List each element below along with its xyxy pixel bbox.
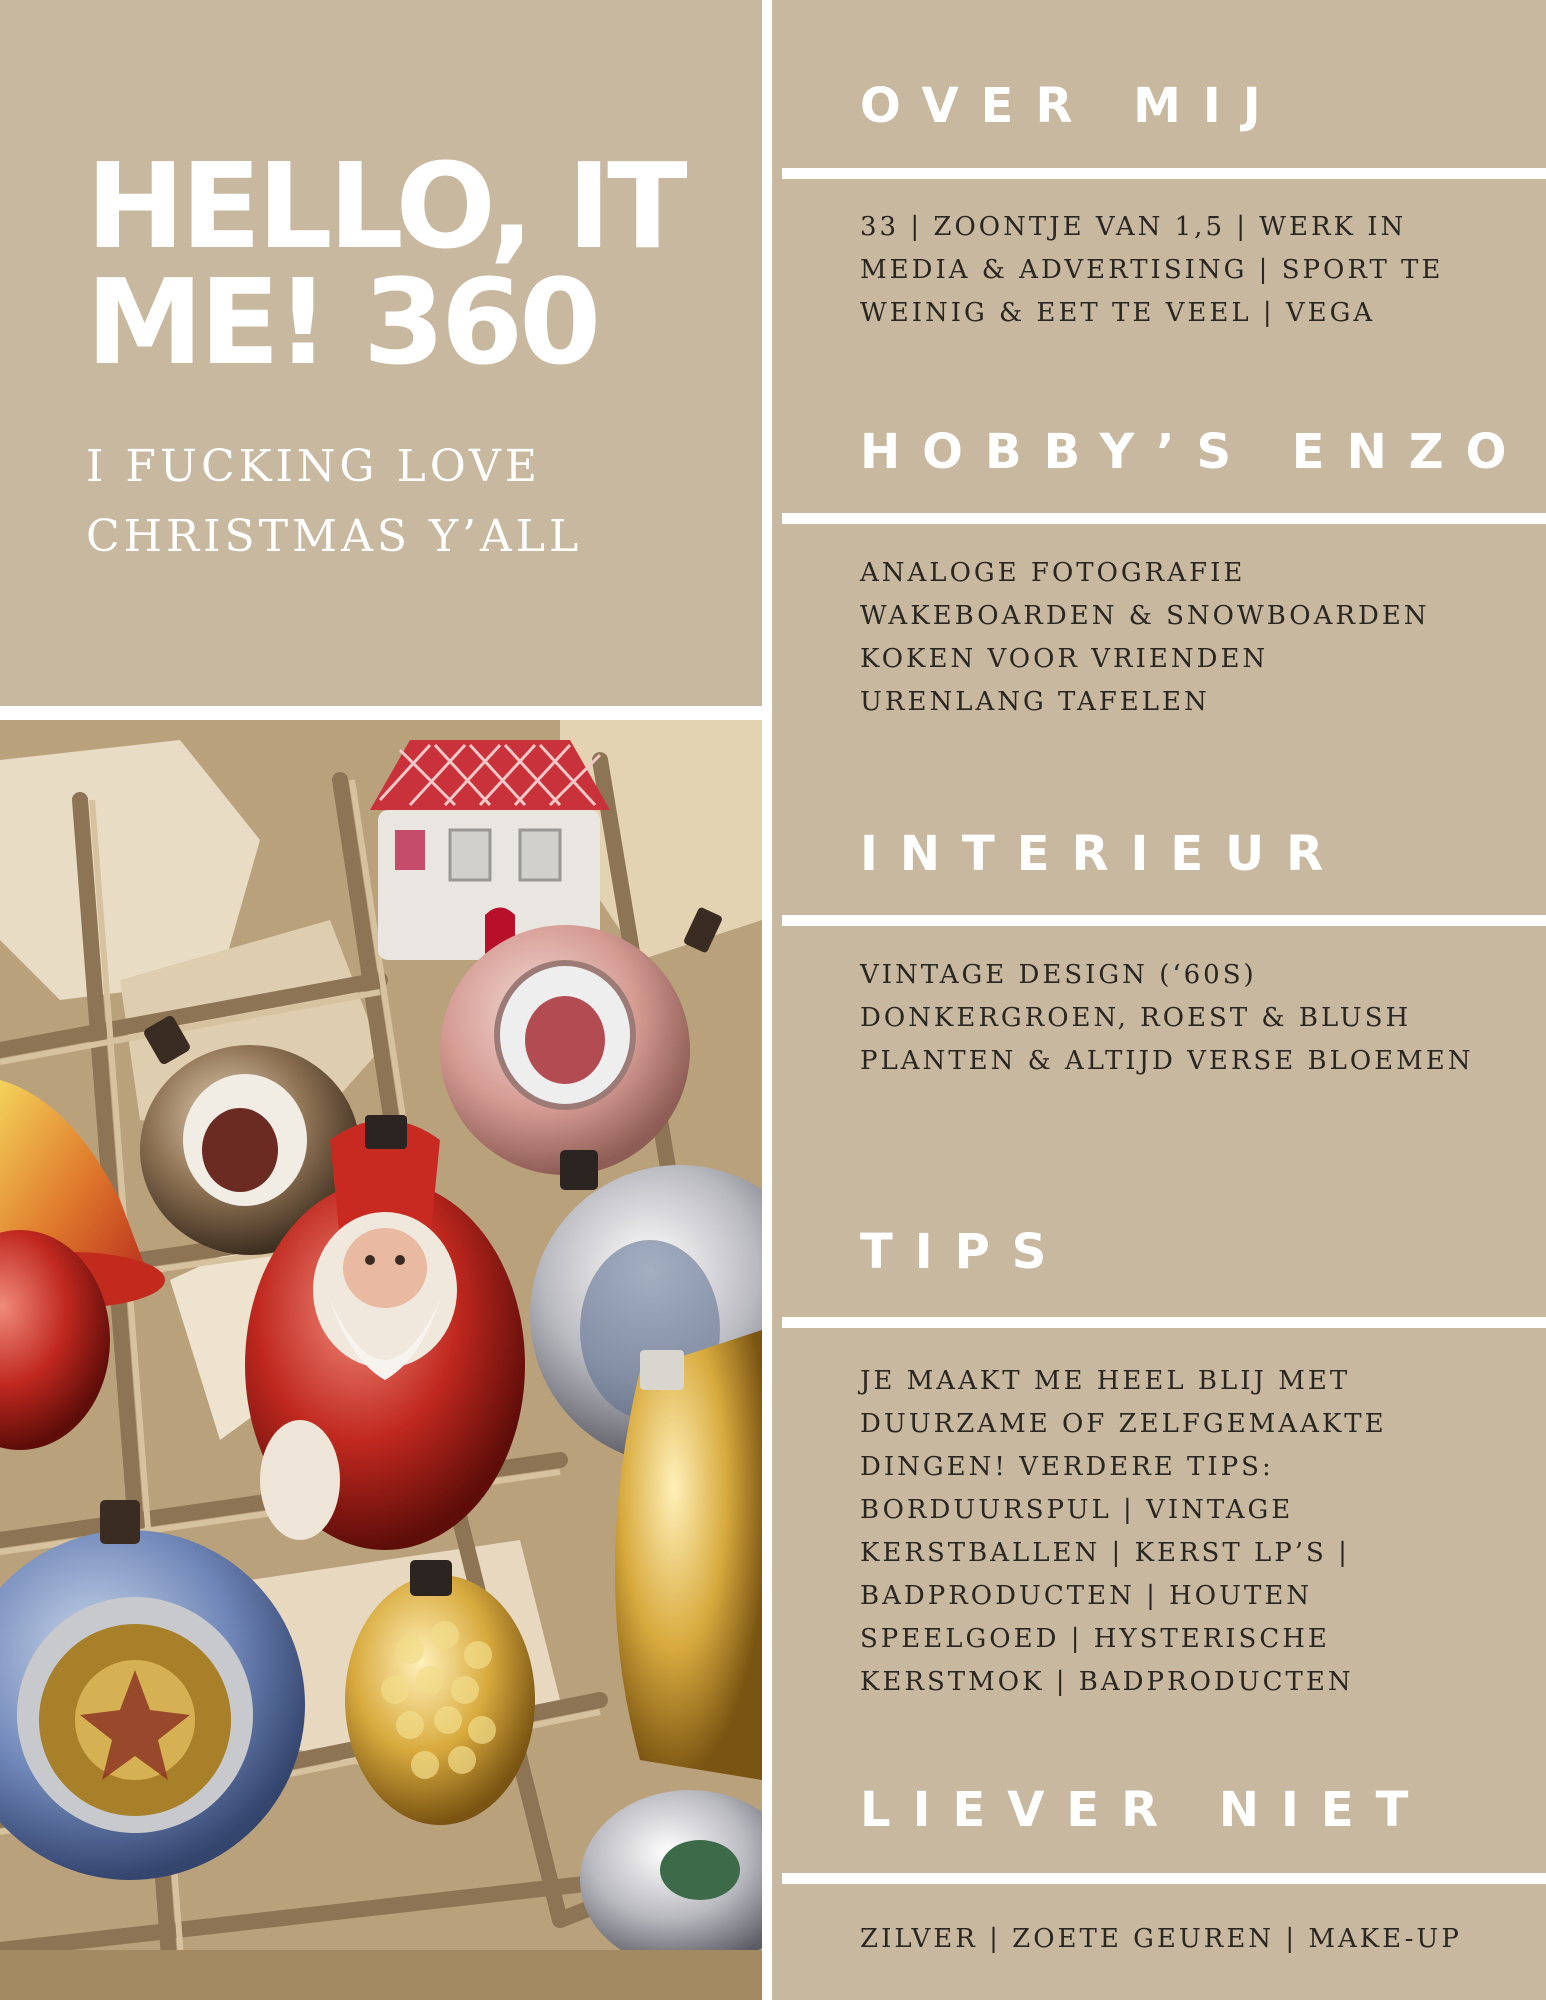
- body-line: URENLANG TAFELEN: [860, 687, 1210, 717]
- section-body-tips: [860, 1360, 1500, 1704]
- body-line: VINTAGE DESIGN (‘60S): [860, 960, 1257, 990]
- body-line: KOKEN VOOR VRIENDEN: [860, 644, 1269, 674]
- hero-subtitle-line-1: I FUCKING LOVE: [86, 441, 541, 492]
- hero-title: [86, 137, 746, 391]
- body-line: WAKEBOARDEN & SNOWBOARDEN: [860, 601, 1430, 631]
- body-line: WEINIG & EET TE VEEL | VEGA: [860, 298, 1376, 328]
- body-line: ZILVER | ZOETE GEUREN | MAKE-UP: [860, 1924, 1462, 1954]
- body-line: BADPRODUCTEN | HOUTEN: [860, 1581, 1313, 1611]
- section-heading-interieur: INTERIEUR: [860, 826, 1346, 882]
- body-line: MEDIA & ADVERTISING | SPORT TE: [860, 255, 1444, 285]
- christmas-ornaments-photo: [0, 720, 762, 2000]
- body-line: ANALOGE FOTOGRAFIE: [860, 558, 1246, 588]
- section-heading-liever-niet: LIEVER NIET: [860, 1782, 1431, 1838]
- section-body-hobbys: [860, 552, 1500, 724]
- body-line: PLANTEN & ALTIJD VERSE BLOEMEN: [860, 1046, 1474, 1076]
- section-body-over-mij: [860, 206, 1500, 335]
- section-body-interieur: [860, 954, 1500, 1083]
- section-divider: [782, 915, 1546, 926]
- body-line: DINGEN! VERDERE TIPS:: [860, 1452, 1274, 1482]
- body-line: DONKERGROEN, ROEST & BLUSH: [860, 1003, 1412, 1033]
- hero-subtitle-line-2: CHRISTMAS Y’ALL: [86, 511, 583, 562]
- section-divider: [782, 168, 1546, 179]
- body-line: KERSTMOK | BADPRODUCTEN: [860, 1667, 1354, 1697]
- body-line: BORDUURSPUL | VINTAGE: [860, 1495, 1294, 1525]
- section-divider: [782, 1317, 1546, 1328]
- section-divider: [782, 1873, 1546, 1884]
- body-line: 33 | ZOONTJE VAN 1,5 | WERK IN: [860, 212, 1407, 242]
- section-divider: [782, 513, 1546, 524]
- section-heading-tips: TIPS: [860, 1224, 1069, 1280]
- hero-title-line-2: ME! 360: [86, 253, 598, 391]
- body-line: KERSTBALLEN | KERST LP’S |: [860, 1538, 1350, 1568]
- body-line: DUURZAME OF ZELFGEMAAKTE: [860, 1409, 1387, 1439]
- section-heading-over-mij: OVER MIJ: [860, 78, 1283, 134]
- body-line: JE MAAKT ME HEEL BLIJ MET: [860, 1366, 1351, 1396]
- section-heading-hobbys: HOBBY’S ENZO: [860, 424, 1529, 480]
- hero-subtitle: [86, 432, 746, 572]
- section-body-liever-niet: [860, 1918, 1500, 1961]
- hero-title-line-1: HELLO, IT: [86, 137, 684, 275]
- body-line: SPEELGOED | HYSTERISCHE: [860, 1624, 1330, 1654]
- hero-panel: [0, 0, 762, 706]
